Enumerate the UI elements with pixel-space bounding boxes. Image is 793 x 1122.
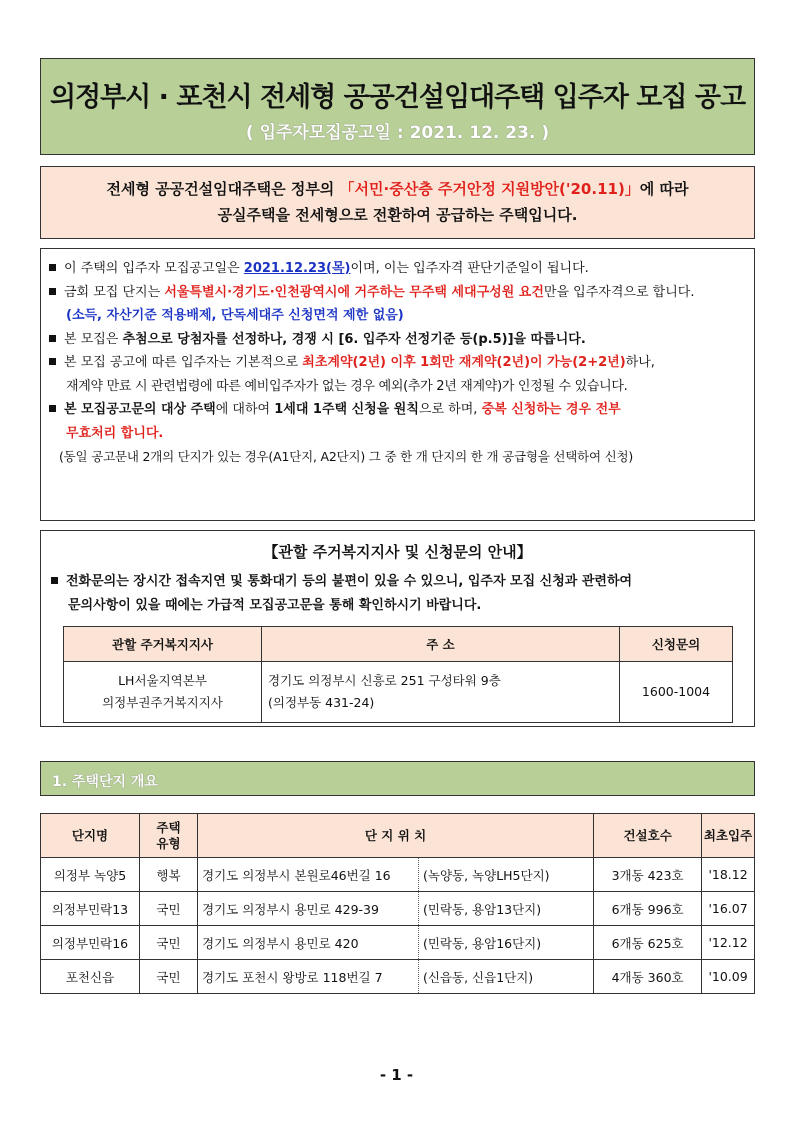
office-text-line-1 (51, 570, 744, 594)
complex-table (40, 813, 755, 994)
office-text-1: 전화문의는 장시간 접속지연 및 통화대기 등의 불편이 있을 수 있으니, 입주자 모집 신청과 관련하여 (66, 574, 633, 589)
intro-line-1-post: 에 따라 (639, 180, 689, 198)
complex-name: 의정부민락13 (41, 892, 140, 926)
header-units: 건설호수 (594, 814, 702, 858)
table-row (41, 858, 755, 892)
complex-address: 경기도 의정부시 용민로 420 (198, 926, 419, 960)
complex-type: 행복 (140, 858, 198, 892)
office-branch (64, 662, 262, 723)
notice-3-pre: 본 모집은 (64, 331, 123, 347)
complex-type: 국민 (140, 960, 198, 994)
header-type (140, 814, 198, 858)
notice-item-3 (49, 328, 746, 352)
complex-name: 포천신읍 (41, 960, 140, 994)
notice-4-pre: 본 모집 공고에 따른 입주자는 기본적으로 (64, 355, 303, 370)
intro-line-2: 공실주택을 전세형으로 전환하여 공급하는 주택입니다. (217, 206, 578, 224)
section-1-title: 1. 주택단지 개요 (40, 761, 755, 796)
complex-name: 의정부 녹양5 (41, 858, 140, 892)
office-header-branch: 관할 주거복지지사 (64, 627, 262, 662)
intro-line-1-pre: 전세형 공공건설임대주택은 정부의 (106, 180, 340, 198)
notice-2-requirement: 서울특별시·경기도·인천광역시에 거주하는 무주택 세대구성원 요건 (164, 284, 544, 300)
notice-1-post: 이며, 이는 입주자격 판단기준일이 됩니다. (350, 261, 589, 276)
complex-address: 경기도 의정부시 용민로 429-39 (198, 892, 419, 926)
office-box (40, 530, 755, 727)
notice-item-1 (49, 257, 746, 281)
complex-units: 3개동 423호 (594, 858, 702, 892)
notice-5-duplicate: 중복 신청하는 경우 전부 (481, 402, 621, 417)
table-row (41, 960, 755, 994)
header-first: 최초입주 (702, 814, 755, 858)
page-title: 의정부시 · 포천시 전세형 공공건설임대주택 입주자 모집 공고 (49, 82, 746, 113)
complex-first: '16.07 (702, 892, 755, 926)
notice-item-4 (49, 351, 746, 375)
bullet-icon (49, 358, 56, 365)
complex-dong: (민락동, 용암13단지) (419, 892, 594, 926)
intro-policy-name: 「서민·중산층 주거안정 지원방안('20.11)」 (339, 180, 640, 198)
office-text (41, 570, 754, 617)
office-text-line-2: 문의사항이 있을 때에는 가급적 모집공고문을 통해 확인하시기 바랍니다. (68, 597, 482, 613)
bullet-icon (49, 264, 56, 271)
notice-4-contract: 최초계약(2년) 이후 1회만 재계약(2년)이 가능(2+2년) (302, 355, 626, 370)
office-phone: 1600-1004 (620, 662, 733, 723)
notice-4-post: 하나, (625, 355, 655, 370)
table-row (41, 892, 755, 926)
complex-units: 6개동 625호 (594, 926, 702, 960)
office-branch-line-2: 의정부권주거복지지사 (102, 695, 223, 710)
complex-dong: (민락동, 용암16단지) (419, 926, 594, 960)
notice-2-pre: 금회 모집 단지는 (64, 284, 165, 300)
header-name: 단지명 (41, 814, 140, 858)
bullet-icon (49, 405, 56, 412)
office-header-phone: 신청문의 (620, 627, 733, 662)
bullet-icon (49, 335, 56, 342)
office-branch-line-1: LH서울지역본부 (118, 673, 207, 688)
office-address (262, 662, 620, 723)
office-address-line-2: (의정부동 431-24) (268, 695, 375, 710)
header-type-line-1: 주택 (156, 819, 181, 835)
notice-5-b: 에 대하여 (215, 402, 275, 417)
complex-type: 국민 (140, 926, 198, 960)
notice-5-invalid: 무효처리 합니다. (66, 425, 164, 441)
complex-units: 4개동 360호 (594, 960, 702, 994)
notice-1-date: 2021.12.23(목) (243, 261, 351, 276)
header-location: 단 지 위 치 (198, 814, 594, 858)
complex-units: 6개동 996호 (594, 892, 702, 926)
notice-3-selection: 추첨으로 당첨자를 선정하나, 경쟁 시 [6. 입주자 선정기준 등(p.5)]을 따릅니다. (122, 331, 586, 347)
intro-box (40, 166, 755, 239)
complex-dong: (신읍동, 신읍1단지) (419, 960, 594, 994)
complex-first: '18.12 (702, 858, 755, 892)
complex-first: '12.12 (702, 926, 755, 960)
bullet-icon (51, 577, 58, 584)
notice-item-5 (49, 398, 746, 422)
office-table (63, 626, 733, 723)
bullet-icon (49, 288, 56, 295)
office-address-line-1: 경기도 의정부시 신흥로 251 구성타워 9층 (268, 673, 501, 688)
office-header-address: 주 소 (262, 627, 620, 662)
complex-type: 국민 (140, 892, 198, 926)
office-heading: 【관할 주거복지지사 및 신청문의 안내】 (263, 543, 532, 561)
announcement-date: ( 입주자모집공고일 : 2021. 12. 23. ) (245, 123, 550, 143)
complex-first: '10.09 (702, 960, 755, 994)
notice-item-2 (49, 281, 746, 305)
page-number: - 1 - (379, 1066, 414, 1084)
title-box (40, 58, 755, 155)
notice-5-note: (동일 공고문내 2개의 단지가 있는 경우(A1단지, A2단지) 그 중 한 개 단지의 한 개 공급형을 선택하여 신청) (59, 449, 634, 464)
notice-4-line-2: 재계약 만료 시 관련법령에 따른 예비입주자가 없는 경우 예외(추가 2년 재계약)가 인정될 수 있습니다. (66, 378, 628, 394)
notice-5-a: 본 모집공고문의 대상 주택 (64, 402, 216, 417)
notice-box (40, 248, 755, 521)
table-row (41, 926, 755, 960)
complex-dong: (녹양동, 녹양LH5단지) (419, 858, 594, 892)
header-type-line-2: 유형 (156, 835, 181, 851)
complex-address: 경기도 의정부시 본원로46번길 16 (198, 858, 419, 892)
notice-2-post: 만을 입주자격으로 합니다. (543, 284, 695, 300)
complex-name: 의정부민락16 (41, 926, 140, 960)
notice-1-pre: 이 주택의 입주자 모집공고일은 (64, 261, 244, 276)
complex-address: 경기도 포천시 왕방로 118번길 7 (198, 960, 419, 994)
intro-line-1 (41, 176, 754, 202)
notice-5-d: 으로 하며, (418, 402, 482, 417)
notice-2-note: (소득, 자산기준 적용배제, 단독세대주 신청면적 제한 없음) (66, 308, 404, 323)
notice-5-c: 1세대 1주택 신청을 원칙 (274, 402, 419, 417)
